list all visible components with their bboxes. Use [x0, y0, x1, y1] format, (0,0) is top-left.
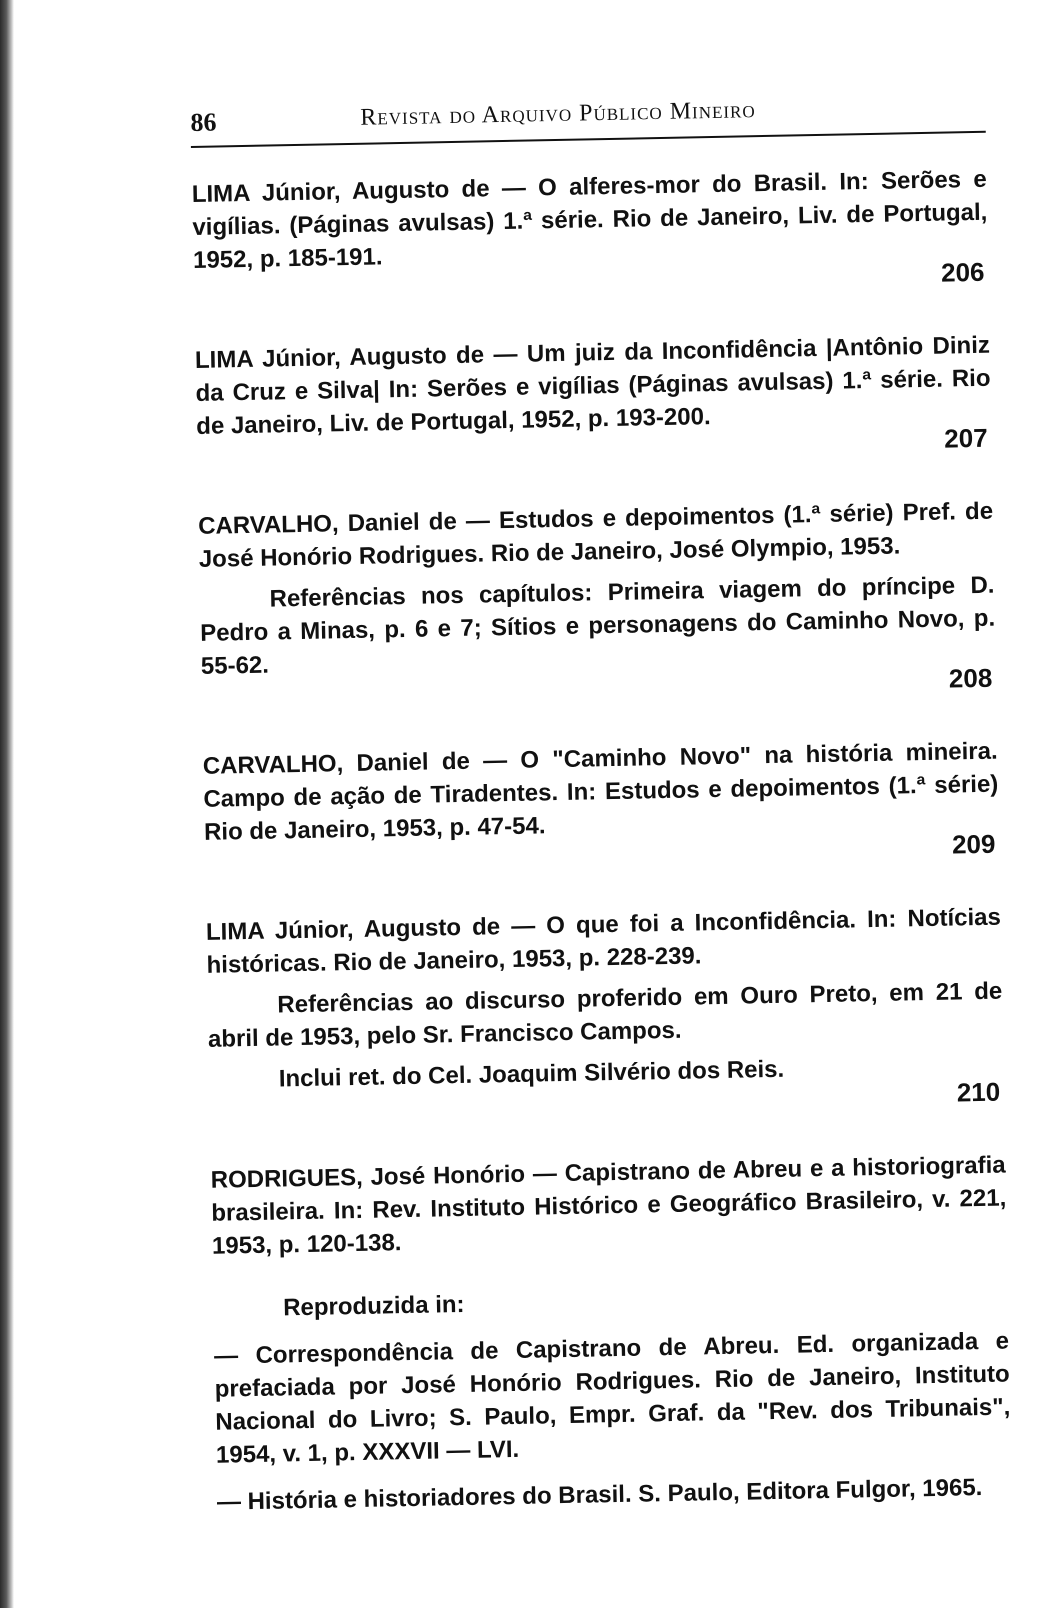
- entry-number: 207: [943, 422, 988, 454]
- reprint-item-1: — Correspondência de Capistrano de Abreu. Ed. organizada e prefaciada por José Honório Rodrigues. Rio de Janeiro, Instituto Nacional do Livro; S. Paulo, Empr. Graf. da "Rev. dos Tribunais", 1954, v. 1, p. XXXVII — LVI.: [213, 1327, 1011, 1469]
- bibliography-entry-209: [202, 735, 999, 876]
- entry-number: 208: [948, 662, 993, 694]
- entry-number: 210: [956, 1076, 1001, 1108]
- document-page: [190, 85, 1012, 1519]
- entry-note: Referências nos capítulos: Primeira viagem do príncipe D. Pedro a Minas, p. 6 e 7; Sítios e personagens do Caminho Novo, p. 55-62.: [199, 571, 996, 680]
- entry-number: 209: [951, 828, 996, 860]
- bibliography-entry-206: [191, 163, 988, 304]
- entry-text: LIMA Júnior, Augusto de — O alferes-mor do Brasil. In: Serões e vigílias. (Páginas avulsas) 1.ª série. Rio de Janeiro, Liv. de Portugal, 1952, p. 185-191.: [191, 165, 988, 274]
- entry-text: CARVALHO, Daniel de — O "Caminho Novo" na história mineira. Campo de ação de Tiradentes. In: Estudos e depoimentos (1.ª série) Rio de Janeiro, 1953, p. 47-54.: [202, 737, 999, 846]
- entry-text: LIMA Júnior, Augusto de — Um juiz da Inconfidência |Antônio Diniz da Cruz e Silva| In: Serões e vigílias (Páginas avulsas) 1.ª série. Rio de Janeiro, Liv. de Portugal, 1952, p. 193-200.: [194, 331, 991, 440]
- bibliography-entry-210: [206, 901, 1005, 1124]
- bibliography-entry-208: [198, 495, 997, 710]
- entry-text: RODRIGUES, José Honório — Capistrano de Abreu e a historiografia brasileira. In: Rev. Instituto Histórico e Geográfico Brasileiro, v. 221, 1953, p. 120-138.: [210, 1151, 1007, 1260]
- running-head: [190, 85, 986, 148]
- entry-text: CARVALHO, Daniel de — Estudos e depoimentos (1.ª série) Pref. de José Honório Rodrigues. Rio de Janeiro, José Olympio, 1953.: [197, 497, 994, 573]
- entry-number: 206: [940, 256, 985, 288]
- entry-note: Referências ao discurso proferido em Ouro Preto, em 21 de abril de 1953, pelo Sr. Francisco Campos.: [207, 977, 1003, 1053]
- entry-note-2: Inclui ret. do Cel. Joaquim Silvério dos Reis.: [278, 1055, 785, 1093]
- reprint-item-2: — História e historiadores do Brasil. S. Paulo, Editora Fulgor, 1965.: [216, 1474, 983, 1516]
- scan-binding-edge: [0, 0, 14, 1608]
- journal-title: Revista do Arquivo Público Mineiro: [360, 97, 756, 131]
- reprint-heading: Reproduzida in:: [282, 1290, 465, 1322]
- bibliography-entry-207: [195, 329, 992, 470]
- bibliography-entry-rodrigues: [210, 1149, 1012, 1519]
- page-number: 86: [190, 107, 217, 137]
- entry-text: LIMA Júnior, Augusto de — O que foi a Inconfidência. In: Notícias históricas. Rio de Janeiro, 1953, p. 228-239.: [205, 903, 1002, 979]
